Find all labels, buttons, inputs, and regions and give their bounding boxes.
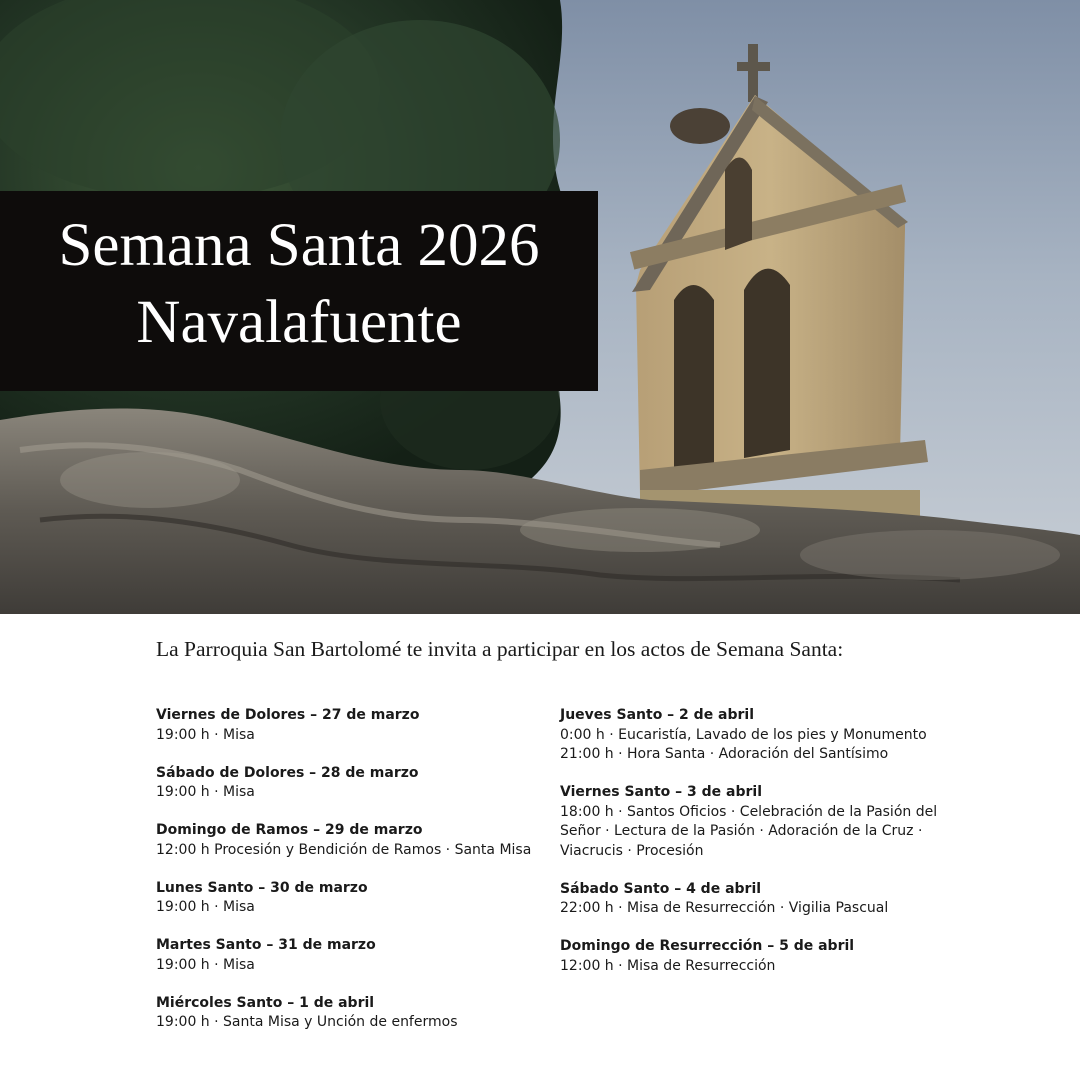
event-title: Domingo de Resurrección – 5 de abril xyxy=(560,938,855,954)
event-detail: 12:00 h · Misa de Resurrección xyxy=(560,957,776,974)
event-title: Viernes Santo – 3 de abril xyxy=(560,784,762,800)
page-title: Semana Santa 2026 xyxy=(58,212,540,279)
schedule-event xyxy=(560,783,940,861)
schedule-event xyxy=(560,706,940,765)
event-detail: 22:00 h · Misa de Resurrección · Vigilia Pascual xyxy=(560,900,889,916)
event-detail: 21:00 h · Hora Santa · Adoración del Santísimo xyxy=(560,746,889,762)
schedule-event xyxy=(156,879,556,937)
event-detail: Viacrucis · Procesión xyxy=(560,842,704,859)
event-detail: 12:00 h Procesión y Bendición de Ramos · Santa Misa xyxy=(156,841,532,858)
schedule-event xyxy=(156,706,556,764)
schedule-right-column xyxy=(560,706,940,976)
event-title: Viernes de Dolores – 27 de marzo xyxy=(156,707,420,723)
intro-text: La Parroquia San Bartolomé te invita a participar en los actos de Semana Santa: xyxy=(156,637,844,661)
event-title: Lunes Santo – 30 de marzo xyxy=(156,879,368,896)
page-subtitle-town: Navalafuente xyxy=(136,289,462,356)
event-title: Miércoles Santo – 1 de abril xyxy=(156,994,375,1011)
event-detail: 19:00 h · Misa xyxy=(156,899,255,916)
event-detail: 19:00 h · Misa xyxy=(156,956,255,973)
schedule-left-column xyxy=(156,706,556,1052)
event-detail: 18:00 h · Santos Oficios · Celebración de la Pasión del xyxy=(560,803,938,820)
schedule-event xyxy=(156,994,556,1052)
event-title: Domingo de Ramos – 29 de marzo xyxy=(156,822,423,839)
schedule-event xyxy=(156,936,556,994)
event-detail: 0:00 h · Eucaristía, Lavado de los pies y Monumento xyxy=(560,726,927,743)
event-detail: Señor · Lectura de la Pasión · Adoración de la Cruz · xyxy=(560,823,923,839)
title-box xyxy=(0,191,598,391)
event-title: Sábado Santo – 4 de abril xyxy=(560,880,762,897)
event-detail: 19:00 h · Misa xyxy=(156,784,255,801)
event-detail: 19:00 h · Misa xyxy=(156,726,255,743)
schedule-event xyxy=(560,937,940,976)
event-title: Sábado de Dolores – 28 de marzo xyxy=(156,764,419,781)
event-title: Jueves Santo – 2 de abril xyxy=(560,707,755,723)
schedule-event xyxy=(560,880,940,919)
schedule-event xyxy=(156,821,556,879)
event-detail: 19:00 h · Santa Misa y Unción de enfermos xyxy=(156,1014,458,1031)
schedule-event xyxy=(156,764,556,822)
event-title: Martes Santo – 31 de marzo xyxy=(156,937,376,954)
